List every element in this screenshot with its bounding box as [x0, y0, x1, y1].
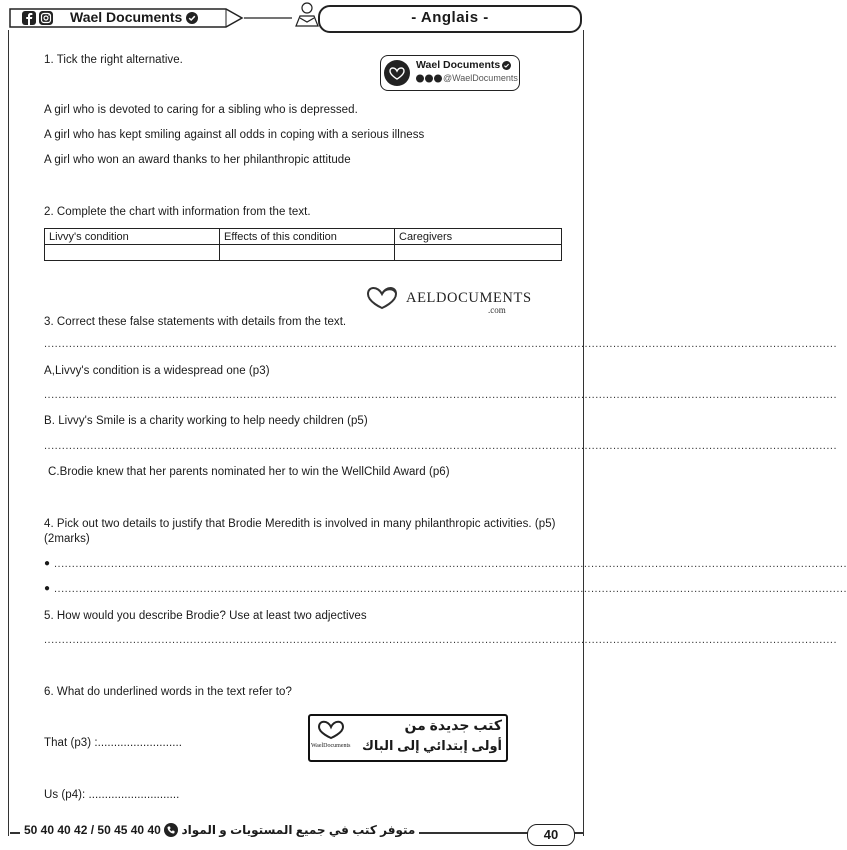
brand-name: Wael Documents [70, 9, 183, 25]
watermark-text: AELDOCUMENTS [406, 290, 532, 306]
answer-dotted-line[interactable]: ............................................................................................................................................................................................................................... [44, 338, 838, 350]
q5-prompt: 5. How would you describe Brodie? Use at least two adjectives [44, 610, 367, 622]
reading-boy-icon [244, 0, 324, 30]
q6-prompt: 6. What do underlined words in the text refer to? [44, 686, 292, 698]
watermark-suffix: .com [488, 305, 506, 315]
phone-icon [164, 823, 178, 837]
table-cell[interactable] [395, 245, 562, 261]
footer-arabic: متوفر كتب في جميع المستويات و المواد [181, 823, 416, 837]
ad-logo-text: WaelDocuments [311, 743, 351, 749]
q3-prompt: 3. Correct these false statements with details from the text. [44, 316, 347, 328]
answer-dotted-line[interactable]: ............................................................................................................................................................................................................................... [54, 558, 847, 570]
q1-option-3: A girl who won an award thanks to her philanthropic attitude [44, 154, 351, 166]
bullet-icon: ● [44, 583, 51, 594]
badge-name: Wael Documents [416, 59, 501, 71]
table-row [45, 245, 562, 261]
wael-watermark-logo-icon [364, 284, 408, 310]
table-header-cell: Caregivers [395, 229, 562, 245]
q2-chart-table [44, 228, 562, 261]
ad-line-1: كتب جديدة من [404, 717, 502, 733]
q6-that-answer[interactable]: That (p3) :.......................... [44, 737, 182, 749]
q4-prompt: 4. Pick out two details to justify that Brodie Meredith is involved in many philanthropic activities. (p5) [44, 518, 556, 530]
table-cell[interactable] [220, 245, 395, 261]
subject-title: - Anglais - [411, 9, 489, 26]
verified-badge-icon [186, 12, 198, 24]
table-header-row [45, 229, 562, 245]
ad-line-2: أولى إبتدائي إلى الباك [362, 738, 502, 753]
answer-dotted-line[interactable]: ............................................................................................................................................................................................................................... [44, 440, 838, 452]
social-icons [416, 74, 442, 83]
wael-logo-icon [316, 718, 348, 740]
table-header-cell: Effects of this condition [220, 229, 395, 245]
q4-marks: (2marks) [44, 533, 90, 545]
q1-prompt: 1. Tick the right alternative. [44, 54, 183, 66]
table-cell[interactable] [45, 245, 220, 261]
answer-dotted-line[interactable]: ............................................................................................................................................................................................................................... [54, 583, 847, 595]
q6-us-answer[interactable]: Us (p4): ............................ [44, 789, 180, 801]
facebook-icon [22, 11, 36, 25]
footer-contact [20, 823, 419, 837]
answer-dotted-line[interactable]: ............................................................................................................................................................................................................................... [44, 389, 838, 401]
answer-dotted-line[interactable]: ............................................................................................................................................................................................................................... [44, 634, 838, 646]
q1-option-2: A girl who has kept smiling against all odds in coping with a serious illness [44, 129, 425, 141]
q3-statement-c: C.Brodie knew that her parents nominated her to win the WellChild Award (p6) [48, 466, 450, 478]
badge-handle: @WaelDocuments [443, 73, 518, 83]
q3-statement-a: A,Livvy's condition is a widespread one (p3) [44, 365, 270, 377]
footer-phones: 50 40 40 42 / 50 45 40 40 [24, 823, 161, 837]
q2-prompt: 2. Complete the chart with information from the text. [44, 206, 311, 218]
table-header-cell: Livvy's condition [45, 229, 220, 245]
page-number: 40 [543, 827, 559, 842]
verified-badge-icon [502, 61, 511, 70]
q3-statement-b: B. Livvy's Smile is a charity working to help needy children (p5) [44, 415, 368, 427]
wael-logo-icon [384, 60, 410, 86]
instagram-icon [39, 11, 53, 25]
bullet-icon: ● [44, 558, 51, 569]
q1-option-1: A girl who is devoted to caring for a sibling who is depressed. [44, 104, 358, 116]
